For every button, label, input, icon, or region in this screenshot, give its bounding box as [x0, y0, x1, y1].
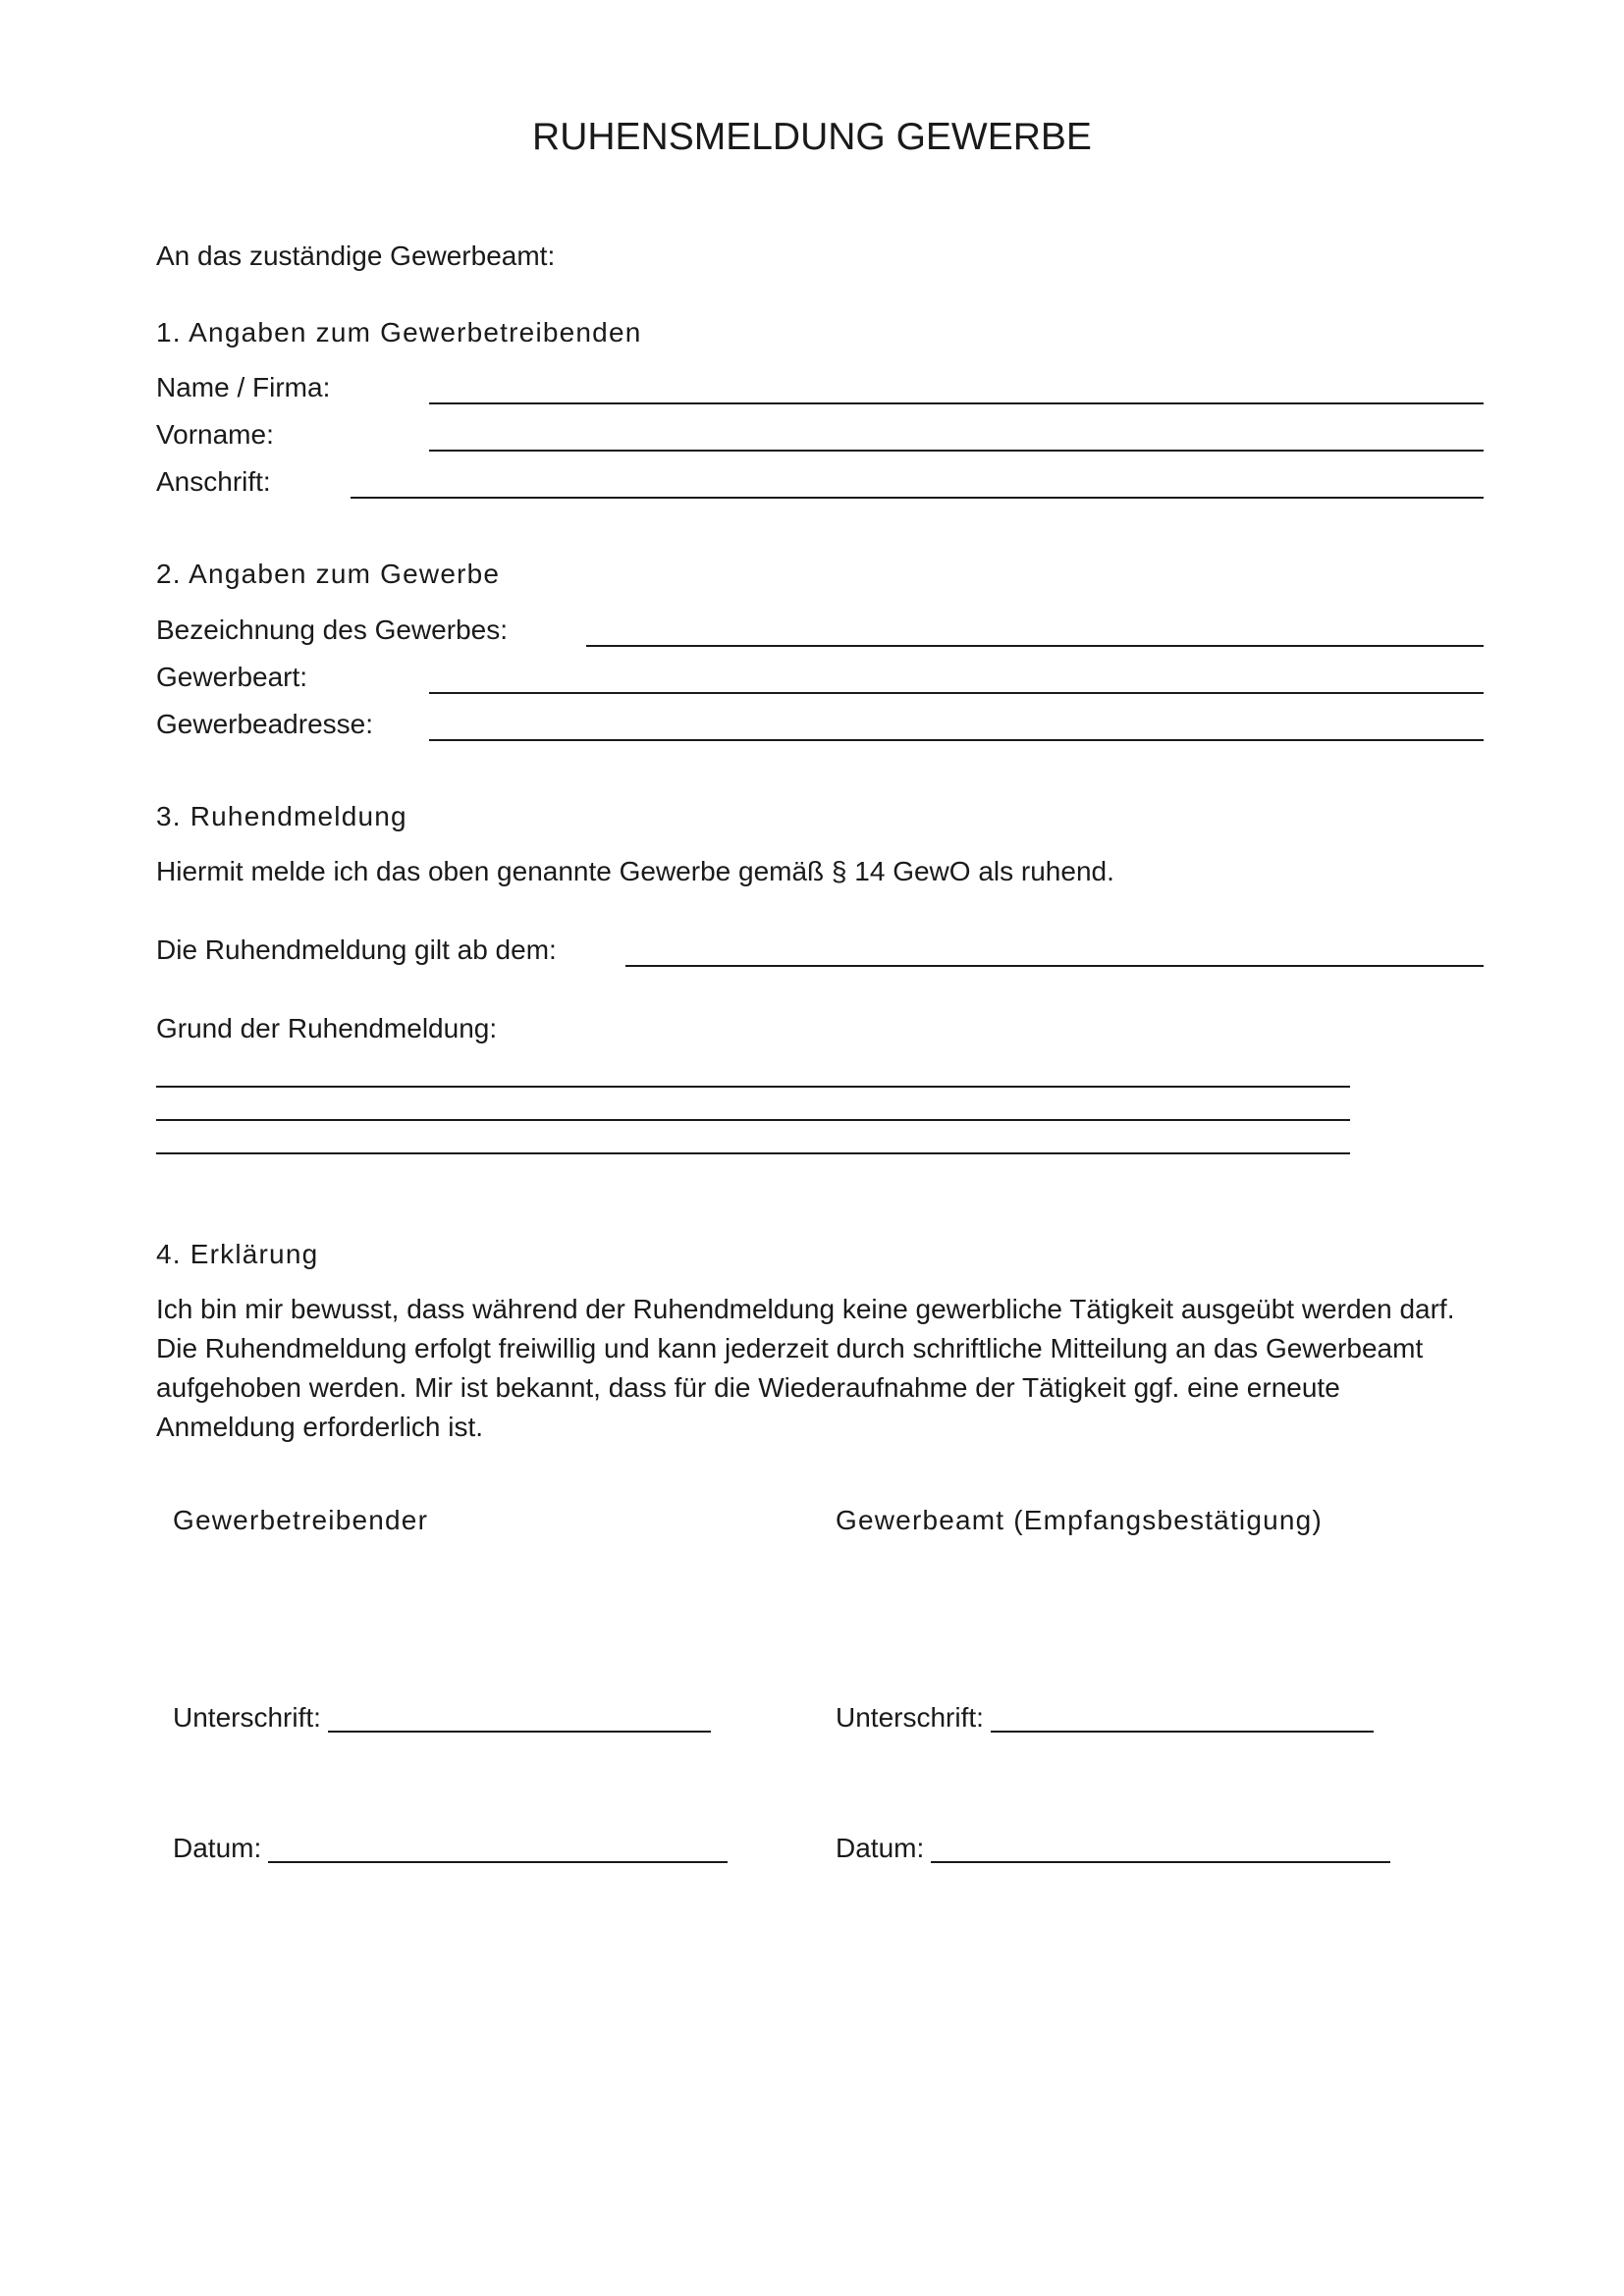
gewerbeart-label: Gewerbeart: [156, 662, 308, 692]
vorname-field[interactable] [429, 450, 1484, 452]
bezeichnung-label: Bezeichnung des Gewerbes: [156, 614, 508, 645]
signature-right-heading: Gewerbeamt (Empfangsbestätigung) [836, 1505, 1323, 1535]
declaration-line: Anmeldung erforderlich ist. [156, 1412, 484, 1442]
section1-heading: 1. Angaben zum Gewerbetreibenden [156, 317, 642, 347]
date-left-label: Datum: [173, 1833, 262, 1863]
signature-right-label: Unterschrift: [836, 1702, 984, 1733]
reason-label: Grund der Ruhendmeldung: [156, 1013, 498, 1043]
declaration-line: Die Ruhendmeldung erfolgt freiwillig und kann jederzeit durch schriftliche Mitteilung an das Gewerbeamt [156, 1333, 1424, 1363]
anschrift-label: Anschrift: [156, 466, 271, 497]
name-label: Name / Firma: [156, 372, 331, 402]
document-title: RUHENSMELDUNG GEWERBE [532, 116, 1092, 158]
declaration-paragraph [156, 1290, 1454, 1447]
reason-line-3[interactable] [156, 1152, 1350, 1154]
recipient-line: An das zuständige Gewerbeamt: [156, 240, 556, 271]
date-right-field[interactable] [931, 1861, 1390, 1863]
name-field[interactable] [429, 402, 1484, 404]
gewerbeadresse-field[interactable] [429, 739, 1484, 741]
declaration-line: aufgehoben werden. Mir ist bekannt, dass für die Wiederaufnahme der Tätigkeit ggf. eine erneute [156, 1372, 1340, 1403]
anschrift-field[interactable] [351, 497, 1484, 499]
gewerbeadresse-label: Gewerbeadresse: [156, 709, 374, 739]
signature-left-heading: Gewerbetreibender [173, 1505, 429, 1535]
section2-heading: 2. Angaben zum Gewerbe [156, 559, 501, 589]
reason-line-2[interactable] [156, 1119, 1350, 1121]
section4-heading: 4. Erklärung [156, 1239, 319, 1269]
gewerbeart-field[interactable] [429, 692, 1484, 694]
date-right-label: Datum: [836, 1833, 925, 1863]
bezeichnung-field[interactable] [586, 645, 1484, 647]
ruhend-date-field[interactable] [625, 965, 1484, 967]
reason-line-1[interactable] [156, 1086, 1350, 1088]
vorname-label: Vorname: [156, 419, 274, 450]
signature-left-field[interactable] [328, 1731, 711, 1733]
date-left-field[interactable] [268, 1861, 728, 1863]
ruhend-date-label: Die Ruhendmeldung gilt ab dem: [156, 934, 557, 965]
ruhend-statement: Hiermit melde ich das oben genannte Gewerbe gemäß § 14 GewO als ruhend. [156, 856, 1114, 886]
declaration-line: Ich bin mir bewusst, dass während der Ruhendmeldung keine gewerbliche Tätigkeit ausgeübt werden darf. [156, 1294, 1455, 1324]
signature-left-label: Unterschrift: [173, 1702, 321, 1733]
section3-heading: 3. Ruhendmeldung [156, 801, 407, 831]
signature-right-field[interactable] [991, 1731, 1374, 1733]
